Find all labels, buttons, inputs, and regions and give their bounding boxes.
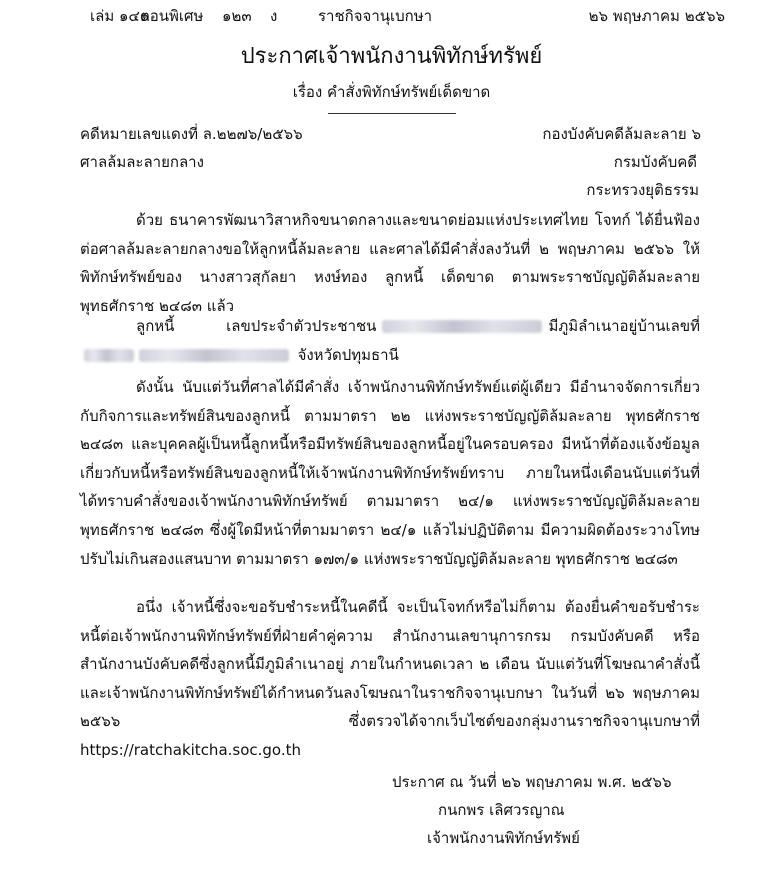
debtor-address-label: มีภูมิลำเนาอยู่บ้านเลขที่ (548, 317, 700, 335)
header-section: ง (270, 7, 278, 25)
office-name: กองบังคับคดีล้มละลาย ๖ (542, 125, 701, 143)
gazette-header (0, 2, 783, 24)
redacted-address (139, 349, 289, 362)
header-issue: ตอนพิเศษ (140, 7, 204, 25)
header-gazette-name: ราชกิจจานุเบกษา (318, 7, 433, 25)
debtor-id-label: ลูกหนี้ เลขประจำตัวประชาชน (136, 317, 377, 335)
case-number: คดีหมายเลขแดงที่ ล.๒๒๗๖/๒๕๖๖ (80, 125, 303, 143)
document-subject: เรื่อง คำสั่งพิทักษ์ทรัพย์เด็ดขาด (292, 83, 491, 101)
ministry-name: กระทรวงยุติธรรม (586, 181, 699, 199)
header-number: ๑๒๓ (222, 7, 252, 25)
paragraph-petition: ด้วย ธนาคารพัฒนาวิสาหกิจขนาดกลางและขนาดย่อมแห่งประเทศไทย โจทก์ ได้ยื่นฟ้องต่อศาลล้มละลายกลางขอให้ลูกหนี้ล้มละลาย และศาลได้มีคำสั่งลงวันที่ ๒ พฤษภาคม ๒๕๖๖ ให้พิทักษ์ทรัพย์ของ นางสาวสุกัลยา หงษ์ทอง ลูกหนี้ เด็ดขาด ตามพระราชบัญญัติล้มละลาย พุทธศักราช ๒๔๘๓ แล้ว (80, 211, 700, 315)
announcement-date: ประกาศ ณ วันที่ ๒๖ พฤษภาคม พ.ศ. ๒๕๖๖ (392, 773, 672, 791)
debtor-province: จังหวัดปทุมธานี (297, 345, 399, 364)
header-date: ๒๖ พฤษภาคม ๒๕๖๖ (588, 7, 725, 25)
header-volume: เล่ม ๑๔๐ (90, 7, 150, 25)
document-title: ประกาศเจ้าพนักงานพิทักษ์ทรัพย์ (240, 44, 543, 69)
paragraph-authority: ดังนั้น นับแต่วันที่ศาลได้มีคำสั่ง เจ้าพนักงานพิทักษ์ทรัพย์แต่ผู้เดียว มีอำนาจจัดการเกี่ยวกับกิจการและทรัพย์สินของลูกหนี้ ตามมาตรา ๒๒ แห่งพระราชบัญญัติล้มละลาย พุทธศักราช ๒๔๘๓ และบุคคลผู้เป็นหนี้ลูกหนี้หรือมีทรัพย์สินของลูกหนี้อยู่ในครอบครอง มีหน้าที่ต้องแจ้งข้อมูลเกี่ยวกับหนี้หรือทรัพย์สินของลูกหนี้ให้เจ้าพนักงานพิทักษ์ทรัพย์ทราบ ภายในหนึ่งเดือนนับแต่วันที่ได้ทราบคำสั่งของเจ้าพนักงานพิทักษ์ทรัพย์ ตามมาตรา ๒๔/๑ แห่งพระราชบัญญัติล้มละลาย พุทธศักราช ๒๔๘๓ ซึ่งผู้ใดมีหน้าที่ตามมาตรา ๒๔/๑ แล้วไม่ปฏิบัติตาม มีความผิดต้องระวางโทษปรับไม่เกินสองแสนบาท ตามมาตรา ๑๗๓/๑ แห่งพระราชบัญญัติล้มละลาย พุทธศักราช ๒๔๘๓ (80, 378, 700, 568)
signatory-position: เจ้าพนักงานพิทักษ์ทรัพย์ (427, 829, 580, 847)
paragraph-creditors: อนึ่ง เจ้าหนี้ซึ่งจะขอรับชำระหนี้ในคดีนี้ จะเป็นโจทก์หรือไม่ก็ตาม ต้องยื่นคำขอรับชำระหนี้ต่อเจ้าพนักงานพิทักษ์ทรัพย์ที่ฝ่ายคำคู่ความ สำนักงานเลขานุการกรม กรมบังคับคดี หรือ สำนักงานบังคับคดีซึ่งลูกหนี้มีภูมิลำเนาอยู่ ภายในกำหนดเวลา ๒ เดือน นับแต่วันที่โฆษณาคำสั่งนี้ และเจ้าพนักงานพิทักษ์ทรัพย์ได้กำหนดวันลงโฆษณาในราชกิจจานุเบกษา ในวันที่ ๒๖ พฤษภาคม ๒๕๖๖ ซึ่งตรวจได้จากเว็บไซต์ของกลุ่มงานราชกิจจานุเบกษาที่ https://ratchakitcha.soc.go.th (80, 598, 700, 759)
redacted-house-number (84, 349, 134, 362)
signatory-name: กนกพร เลิศวรญาณ (438, 801, 565, 819)
title-divider (328, 113, 456, 114)
paragraph-debtor (80, 312, 700, 369)
redacted-id-number (382, 320, 542, 333)
department-name: กรมบังคับคดี (613, 153, 697, 171)
court-name: ศาลล้มละลายกลาง (80, 153, 204, 171)
